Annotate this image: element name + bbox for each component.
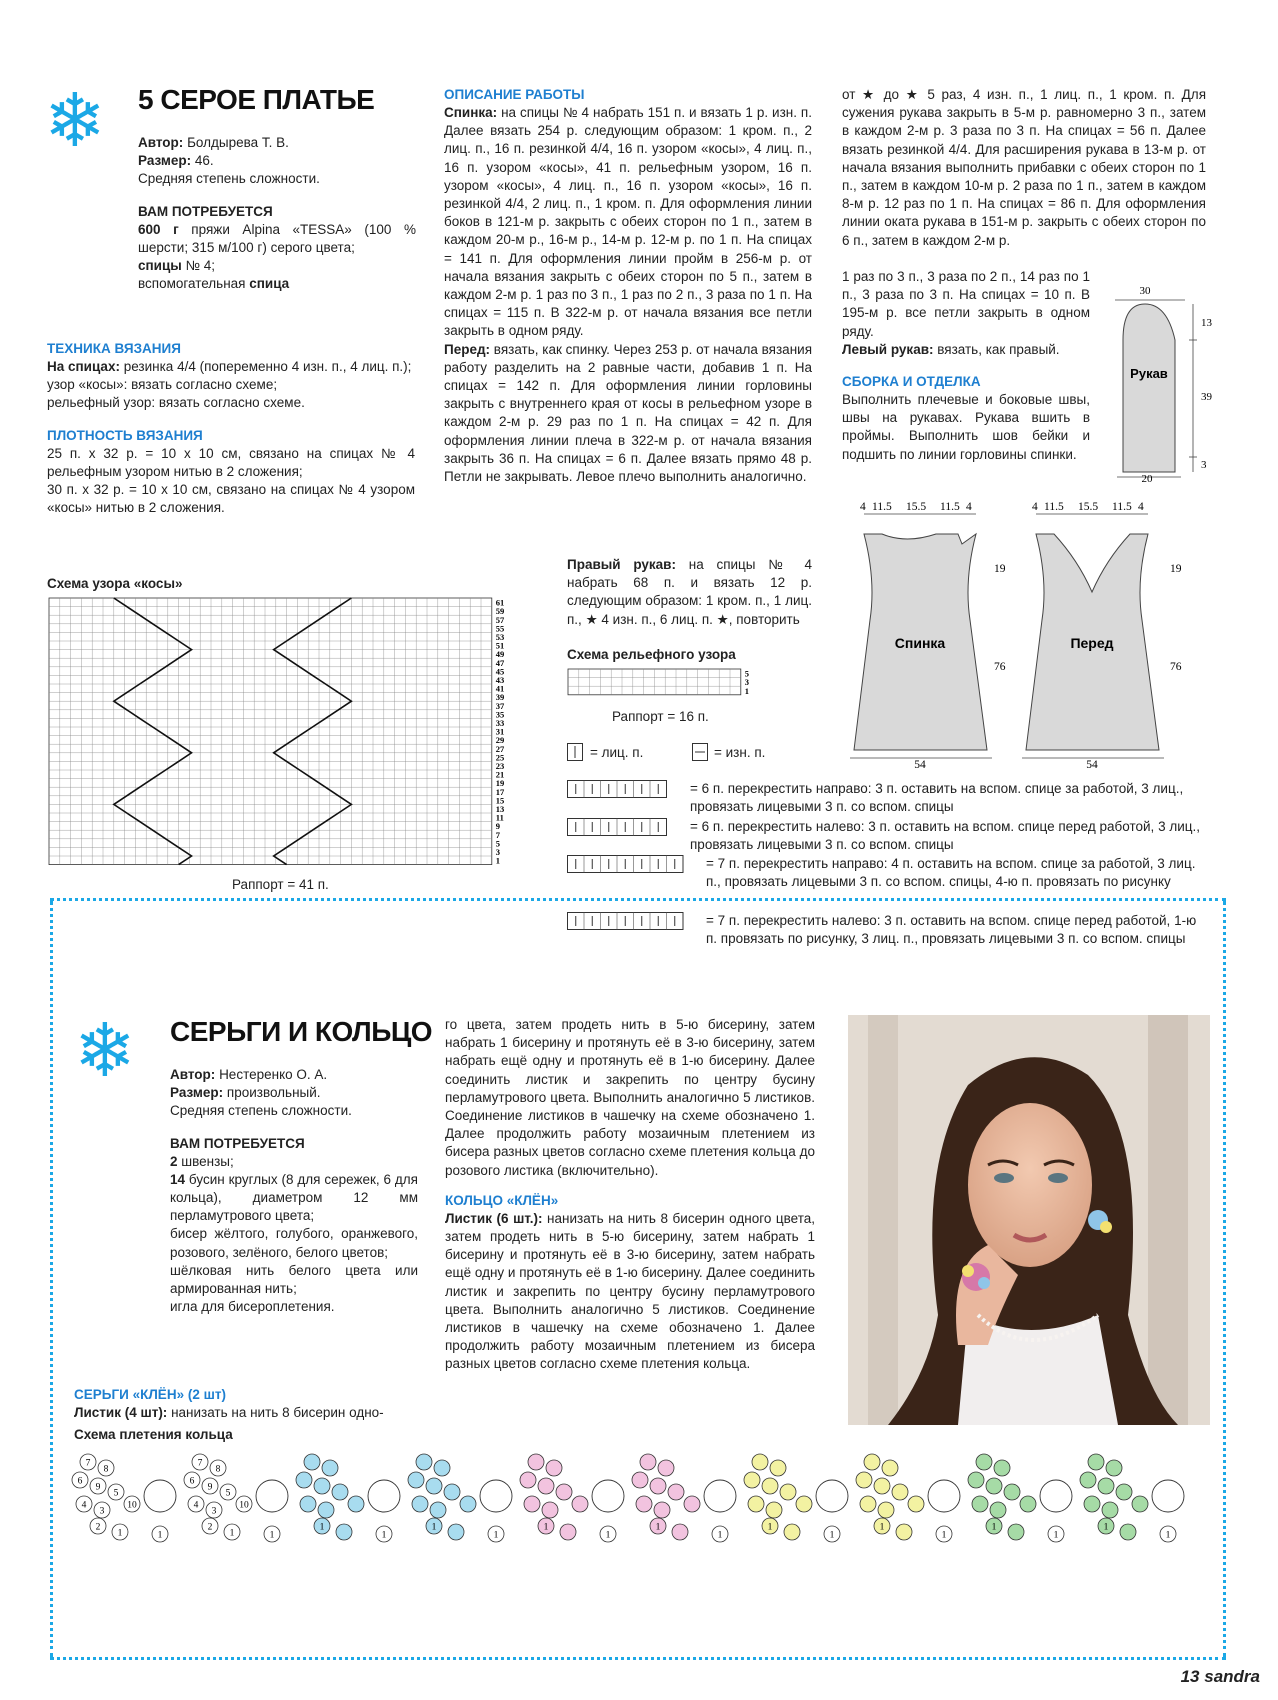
back-top-dim: 11.5 (872, 501, 892, 513)
page-footer (1181, 1668, 1260, 1686)
bead (780, 1484, 796, 1500)
row-number: 35 (495, 709, 505, 720)
right-sleeve-text: Правый рукав: на спицы № 4 набрать 68 п. и вязать 12 р. следующим образом: 1 кром. п., 1 лиц. п., ★ 4 изн. п., 6 лиц. п. ★, повторить (567, 557, 812, 627)
assembly-heading: СБОРКА И ОТДЕЛКА (842, 374, 981, 390)
bead (520, 1472, 536, 1488)
bead (1004, 1484, 1020, 1500)
sleeve-column: от ★ до ★ 5 раз, 4 изн. п., 1 лиц. п., 1 кром. п. Для сужения рукава закрыть в 5-м р. равномерно 3 п., затем в каждом 2-м р. 3 раза по 3 п. На спицах = 56 п. Далее вязать резинкой 4/4. Для расширения рукава в 13-м р. от начала вязания выполнить прибавки с обеих сторон по 1 п., затем в каждом 10-м р. 2 раза по 1 п., затем в каждом 8-м р. 12 раз по 1 п. На спицах = 86 п. Для оформления линии оката рукава в 151-м р. закрыть с обеих сторон по 6 п., затем в каждом 2-м р. (842, 87, 1206, 248)
bead (752, 1454, 768, 1470)
bead (874, 1478, 890, 1494)
technique-heading: ТЕХНИКА ВЯЗАНИЯ (47, 341, 181, 356)
bead-number: 7 (197, 1458, 203, 1469)
bead (762, 1478, 778, 1494)
bead (1098, 1478, 1114, 1494)
bead (1080, 1472, 1096, 1488)
bead (1008, 1524, 1024, 1540)
back-front-pattern-diagram (842, 500, 1202, 768)
bead-number: 1 (991, 1522, 997, 1533)
bead (668, 1484, 684, 1500)
bead (556, 1484, 572, 1500)
bead (1120, 1524, 1136, 1540)
bead (650, 1478, 666, 1494)
pearl-bead (928, 1480, 960, 1512)
pearl-bead (368, 1480, 400, 1512)
bead-number: 1 (229, 1528, 235, 1539)
bead (972, 1496, 988, 1512)
dim-sleeve-bottom: 20 (1141, 473, 1153, 482)
bead (976, 1454, 992, 1470)
pearl-bead (704, 1480, 736, 1512)
bead-number: 1 (1103, 1522, 1109, 1533)
bead (296, 1472, 312, 1488)
pearl-bead (256, 1480, 288, 1512)
bead (304, 1454, 320, 1470)
row-number: 5 (495, 838, 501, 849)
bead-number: 1 (117, 1528, 123, 1539)
relief-rapport: Раппорт = 16 п. (612, 709, 709, 724)
bead (460, 1496, 476, 1512)
row-number: 11 (495, 812, 504, 823)
bead-number: 4 (193, 1500, 199, 1511)
cable-grid-frame (49, 598, 492, 865)
bead (864, 1454, 880, 1470)
bead-number: 6 (77, 1476, 83, 1487)
bead (766, 1502, 782, 1518)
row-number: 25 (495, 752, 505, 763)
knit-symbol-icon (567, 743, 583, 761)
front-top-dim: 11.5 (1112, 501, 1132, 513)
model-photo-illustration (848, 1015, 1210, 1425)
bead (672, 1524, 688, 1540)
bead-number: 7 (85, 1458, 91, 1469)
bead-number: 1 (319, 1522, 325, 1533)
bead (856, 1472, 872, 1488)
back-top-dim: 4 (860, 501, 866, 513)
row-number: 15 (495, 795, 505, 806)
row-number: 43 (495, 675, 505, 685)
row-number: 17 (495, 786, 505, 797)
bead (1106, 1460, 1122, 1476)
cross-left-6-icon (567, 818, 687, 836)
row-number: 5 (744, 668, 750, 679)
bead-number: 5 (113, 1488, 119, 1499)
row-number: 21 (495, 769, 505, 780)
back-top-dim: 11.5 (940, 501, 960, 513)
bead (528, 1454, 544, 1470)
bead (796, 1496, 812, 1512)
bead-number: 1 (605, 1530, 611, 1541)
row-number: 37 (495, 700, 505, 711)
bead (908, 1496, 924, 1512)
brand: sandra (1204, 1667, 1260, 1686)
bead (408, 1472, 424, 1488)
bead-number: 9 (95, 1482, 101, 1493)
row-number: 51 (495, 640, 505, 651)
dim-front-bottom: 54 (1086, 759, 1098, 768)
row-number: 23 (495, 761, 505, 771)
bead (542, 1502, 558, 1518)
bead (560, 1524, 576, 1540)
front-top-dim: 4 (1138, 501, 1144, 513)
cross-right-7-icon (567, 855, 703, 873)
dim-sleeve-top: 30 (1139, 285, 1151, 297)
technique-column: ТЕХНИКА ВЯЗАНИЯ На спицах: резинка 4/4 (попеременно 4 изн. п., 4 лиц. п.); узор «косы»: вязать согласно схеме; рельефный узор: вязать согласно схеме. ПЛОТНОСТЬ ВЯЗАНИЯ 25 п. х 32 р. = 10 х 10 см, связано на спицах № 4 рельефным узором нитью в 2 сложения; 30 п. х 32 р. = 10 х 10 см, связано на спицах № 4 узором «косы» нитью в 2 сложения. (47, 341, 415, 516)
front-top-dims (1032, 501, 1144, 513)
dim-sleeve-cap: 13 (1201, 317, 1212, 329)
bead-number: 1 (879, 1522, 885, 1533)
row-number: 9 (495, 821, 501, 832)
bead (882, 1460, 898, 1476)
bead (640, 1454, 656, 1470)
pearl-bead (1040, 1480, 1072, 1512)
row-number: 59 (495, 606, 505, 617)
article2-title: СЕРЬГИ И КОЛЬЦО (170, 1016, 433, 1047)
sleeve-column-narrow: 1 раз по 3 п., 3 раза по 2 п., 14 раз по 1 п., 3 раза по 3 п. На спицах = 10 п. В 195-м р. все петли закрыть в одном ряду. Левый рукав: вязать, как правый. СБОРКА И ОТДЕЛКА Выполнить плечевые и боковые швы, швы на рукавах. Рукава вшить в проймы. Выполнить шов бейки и подшить по линии горловины спинки. (842, 269, 1090, 462)
difficulty: Средняя степень сложности. (170, 1103, 352, 1119)
sleeve-label: Рукав (1130, 366, 1168, 381)
row-number: 19 (495, 778, 505, 789)
row-number: 45 (495, 666, 505, 677)
bead (524, 1496, 540, 1512)
bead-number: 1 (829, 1530, 835, 1541)
bead-number: 1 (381, 1530, 387, 1541)
bead-number: 9 (207, 1482, 213, 1493)
row-number: 27 (495, 743, 505, 754)
bead-number: 10 (239, 1500, 249, 1511)
row-number: 53 (495, 632, 505, 642)
row-number: 33 (495, 718, 505, 728)
bead (784, 1524, 800, 1540)
dim-back-bottom: 54 (914, 759, 926, 768)
row-number: 1 (744, 685, 750, 696)
bead-number: 1 (717, 1530, 723, 1541)
bead-number: 4 (81, 1500, 87, 1511)
front-top-dim: 4 (1032, 501, 1038, 513)
size: произвольный. (226, 1085, 321, 1101)
cable-rapport: Раппорт = 41 п. (232, 877, 329, 892)
bead (300, 1496, 316, 1512)
bead (412, 1496, 428, 1512)
page-number: 13 (1180, 1667, 1200, 1686)
row-number: 41 (495, 683, 505, 694)
row-number: 55 (495, 623, 505, 634)
dim-back-body: 76 (994, 661, 1006, 673)
legend-cross-left-7: = 7 п. перекрестить налево: 3 п. оставить на вспом. спице перед работой, 1-ю п. провязать по рисунку, 3 лиц. п., провязать лицевыми 3 п. со вспом. спицы (706, 913, 1197, 946)
work-column: ОПИСАНИЕ РАБОТЫ Спинка: на спицы № 4 набрать 151 п. и вязать 1 р. изн. п. Далее вязать 254 р. следующим образом: 1 кром. п., 2 лиц. п., 16 п. резинкой 4/4, 16 п. узором «косы», 4 лиц. п., 16 п. узором «косы», 41 п. рельефным узором, 16 п. узором «косы», 4 лиц. п., 16 п. узором «косы», 16 п. резинкой 4/4, 2 лиц. п., 1 кром. п. Для оформления линии боков в 121-м р. закрыть с обеих сторон по 1 п., затем в каждом 20-м р., 16-м р., 14-м р. 12-м р. по 1 п. На спицах = 141 п. Для оформления линии пройм в 256-м р. от начала вязания закрыть с обеих сторон по 5 п., затем в каждом 2-м р. 1 раз по 3 п., 1 раз по 2 п., 3 раза по 1 п. На спицах = 115 п. В 322-м р. от начала вязания все петли закрыть в одном ряду. Перед: вязать, как спинку. Через 253 р. от начала вязания работу разделить на 2 равные части, добавив 1 п. На спицах = 142 п. Для оформления линии горловины закрыть с внутреннего края от косы в рельефном узоре в каждом 2-м р. 29 раз по 1 п. На спицах = 42 п. Для оформления линии плеча в 322-м р. от начала вязания закрыть 36 п. На спицах = 6 п. Далее вязать прямо 48 р. Петли не закрывать. Левое плечо выполнить аналогично. (444, 87, 812, 485)
bead (332, 1484, 348, 1500)
bead (968, 1472, 984, 1488)
bead-number: 3 (211, 1506, 217, 1517)
bead (770, 1460, 786, 1476)
bead-number: 1 (431, 1522, 437, 1533)
bead (986, 1478, 1002, 1494)
back-label: Спинка (894, 635, 946, 651)
author: Болдырева Т. В. (187, 135, 289, 150)
back-top-dim: 15.5 (906, 501, 927, 513)
size: 46. (194, 153, 214, 169)
legend-knit: = лиц. п. (590, 745, 644, 760)
bead-number: 1 (543, 1522, 549, 1533)
cross-right-6-icon (567, 780, 687, 798)
bead (636, 1496, 652, 1512)
bead-number: 1 (655, 1522, 661, 1533)
bead-number: 6 (189, 1476, 195, 1487)
bead-number: 2 (95, 1522, 101, 1533)
bead (430, 1502, 446, 1518)
bead (896, 1524, 912, 1540)
dim-front-body: 76 (1170, 661, 1182, 673)
bead-number: 1 (1053, 1530, 1059, 1541)
legend-purl: = изн. п. (714, 745, 766, 760)
legend-cross-right-6: = 6 п. перекрестить направо: 3 п. оставить на вспом. спице за работой, 3 лиц., провязать лицевыми 3 п. со вспом. спицы (690, 781, 1184, 814)
row-number: 7 (495, 829, 501, 840)
bead-number: 8 (215, 1464, 221, 1475)
bead (684, 1496, 700, 1512)
cable-scheme-caption: Схема узора «косы» (47, 576, 183, 591)
difficulty: Средняя степень сложности. (138, 171, 320, 187)
pearl-bead (592, 1480, 624, 1512)
bead-number: 1 (157, 1530, 163, 1541)
earrings-heading: СЕРЬГИ «КЛЁН» (2 шт) (74, 1387, 226, 1402)
dim-sleeve-cuff: 3 (1201, 459, 1207, 471)
legend-cross-left-6: = 6 п. перекрестить налево: 3 п. оставить на вспом. спице перед работой, 3 лиц., провязать лицевыми 3 п. со вспом. спицы (690, 819, 1200, 852)
pearl-bead (480, 1480, 512, 1512)
bead (318, 1502, 334, 1518)
bead-number: 3 (99, 1506, 105, 1517)
article2-column2: го цвета, затем продеть нить в 5-ю бисерину, затем набрать 1 бисерину и протянуть её в 3-ю бисерину, затем набрать ещё одну и протянуть её в 1-ю бисерину. Далее соединить листик и закрепить по центру бусину перламутрового цвета. Выполнить аналогично 5 листиков. Соединение листиков в чашечку на схеме обозначено 1. Далее продолжить работу мозаичным плетением из бисера разных цветов согласно схеме плетения кольца до розового листика (включительно). КОЛЬЦО «КЛЁН» Листик (6 шт.): нанизать на нить 8 бисерин одного цвета, затем продеть нить в 5-ю бисерину, затем набрать 1 бисерину и протянуть её в 3-ю бисерину, затем набрать ещё одну и протянуть её в 1-ю бисерину. Далее соединить листик и закрепить по центру бусину перламутрового цвета. Выполнить аналогично 5 листиков. Соединение листиков в чашечку на схеме обозначено 1. Далее продолжить работу мозаичным плетением из бисера разных цветов согласно схеме плетения кольца. (445, 1017, 816, 1372)
relief-scheme-chart (567, 668, 767, 710)
row-number: 39 (495, 692, 505, 703)
front-top-dim: 15.5 (1078, 501, 1099, 513)
work-heading: ОПИСАНИЕ РАБОТЫ (444, 87, 585, 102)
ring-weaving-scheme (70, 1450, 1210, 1562)
earrings-section: СЕРЬГИ «КЛЁН» (2 шт) Листик (4 шт): нанизать на нить 8 бисерин одно- (74, 1386, 418, 1422)
bead-number: 10 (127, 1500, 137, 1511)
bead (748, 1496, 764, 1512)
bead (860, 1496, 876, 1512)
author: Нестеренко О. А. (219, 1067, 328, 1082)
pearl-bead (1152, 1480, 1184, 1512)
row-number: 49 (495, 649, 505, 660)
ring-heading: КОЛЬЦО «КЛЁН» (445, 1192, 559, 1208)
snowflake-icon: ❄ (74, 1008, 137, 1094)
row-number: 1 (495, 855, 501, 866)
bead-number: 1 (269, 1530, 275, 1541)
row-number: 13 (495, 804, 505, 814)
bead (1020, 1496, 1036, 1512)
density-heading: ПЛОТНОСТЬ ВЯЗАНИЯ (47, 427, 203, 443)
needs-heading: ВАМ ПОТРЕБУЕТСЯ (138, 203, 273, 219)
bead-number: 1 (767, 1522, 773, 1533)
bead (336, 1524, 352, 1540)
bead (448, 1524, 464, 1540)
bead (314, 1478, 330, 1494)
needs-heading: ВАМ ПОТРЕБУЕТСЯ (170, 1135, 305, 1151)
bead (426, 1478, 442, 1494)
dim-back-arm: 19 (994, 563, 1006, 575)
bead-number: 1 (941, 1530, 947, 1541)
bead (990, 1502, 1006, 1518)
row-number: 47 (495, 657, 505, 668)
bead (892, 1484, 908, 1500)
row-number: 61 (495, 597, 505, 608)
bead (572, 1496, 588, 1512)
row-number: 29 (495, 735, 505, 746)
pearl-bead (144, 1480, 176, 1512)
bead (1116, 1484, 1132, 1500)
legend-cross-right-7: = 7 п. перекрестить направо: 4 п. оставить на вспом. спице за работой, 3 лиц. п., провязать лицевыми 3 п. со вспом. спицы, 4-ю п. провязать по рисунку (706, 856, 1196, 889)
bead (538, 1478, 554, 1494)
ring-scheme-caption: Схема плетения кольца (74, 1427, 233, 1442)
intro-column: Автор: Болдырева Т. В. Размер: 46. Средняя степень сложности. ВАМ ПОТРЕБУЕТСЯ 600 г пряжи Alpina «TESSA» (100 % шерсти; 315 м/100 г) серого цвета; спицы № 4; вспомогательная спица (138, 135, 416, 292)
bead (546, 1460, 562, 1476)
bead (1132, 1496, 1148, 1512)
dim-front-arm: 19 (1170, 563, 1182, 575)
article2-intro: Автор: Нестеренко О. А. Размер: произвольный. Средняя степень сложности. ВАМ ПОТРЕБУЕТСЯ 2 швензы; 14 бусин круглых (8 для сережек, 6 для кольца), диаметром 12 мм перламутрового цвета; бисер жёлтого, голубого, оранжевого, розового, зелёного, белого цветов; шёлковая нить белого цвета или армированная нить; игла для бисероплетения. (170, 1067, 418, 1315)
bead (444, 1484, 460, 1500)
bead-number: 2 (207, 1522, 213, 1533)
model-photo (848, 1015, 1210, 1425)
bead (416, 1454, 432, 1470)
back-top-dims (860, 501, 972, 513)
row-number: 3 (495, 847, 501, 857)
bead (1102, 1502, 1118, 1518)
bead (654, 1502, 670, 1518)
bead-number: 5 (225, 1488, 231, 1499)
row-number: 57 (495, 614, 505, 625)
front-top-dim: 11.5 (1044, 501, 1064, 513)
back-top-dim: 4 (966, 501, 972, 513)
bead (632, 1472, 648, 1488)
front-label: Перед (1070, 635, 1114, 651)
purl-symbol-icon (692, 743, 708, 761)
row-number: 31 (495, 726, 505, 737)
bead (744, 1472, 760, 1488)
bead (322, 1460, 338, 1476)
row-number: 3 (744, 677, 750, 688)
bead (1084, 1496, 1100, 1512)
bead (434, 1460, 450, 1476)
cable-scheme-chart (47, 596, 547, 872)
pearl-bead (816, 1480, 848, 1512)
bead (1088, 1454, 1104, 1470)
sleeve-pattern-diagram (1105, 282, 1225, 482)
bead-number: 1 (1165, 1530, 1171, 1541)
bead (994, 1460, 1010, 1476)
bead (658, 1460, 674, 1476)
article-title: 5 СЕРОЕ ПЛАТЬЕ (138, 84, 375, 115)
bead-number: 8 (103, 1464, 109, 1475)
bead-number: 1 (493, 1530, 499, 1541)
bead (878, 1502, 894, 1518)
dim-sleeve-length: 39 (1201, 391, 1212, 403)
relief-scheme-caption: Схема рельефного узора (567, 647, 736, 662)
bead (348, 1496, 364, 1512)
snowflake-icon: ❄ (44, 78, 107, 164)
